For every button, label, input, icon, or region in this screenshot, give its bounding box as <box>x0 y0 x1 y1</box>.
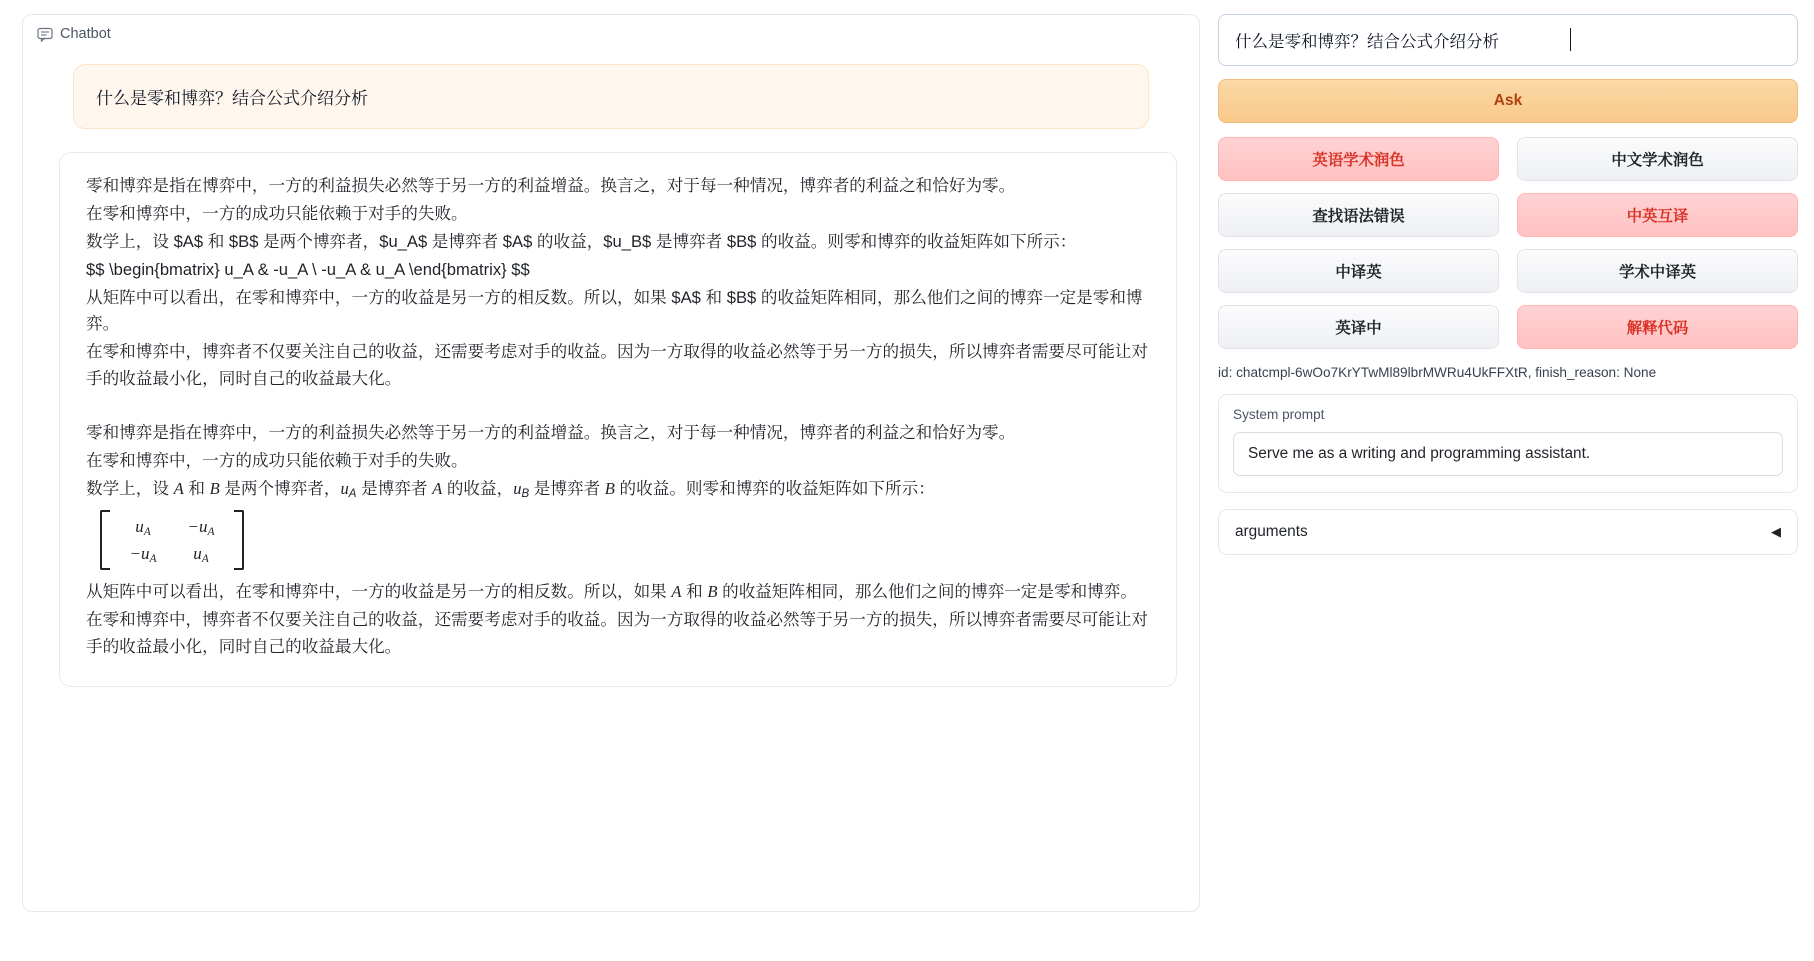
matrix-r2c1-base: −u <box>129 543 150 563</box>
bot-rendered-line-2: 在零和博弈中，一方的成功只能依赖于对手的失败。 <box>86 450 468 470</box>
matrix-cell-r2c2 <box>193 540 209 569</box>
text-caret <box>1570 28 1571 51</box>
matrix-right-bracket <box>234 510 244 570</box>
payoff-matrix <box>100 510 244 570</box>
function-button-cn-en-translate[interactable]: 中英互译 <box>1517 193 1798 237</box>
line5-mid: 和 <box>681 582 708 602</box>
function-button-grammar-check[interactable]: 查找语法错误 <box>1218 193 1499 237</box>
line5-pre: 从矩阵中可以看出，在零和博弈中，一方的收益是另一方的相反数。所以，如果 <box>86 582 672 602</box>
line3-mid1: 和 <box>183 478 210 498</box>
chat-icon <box>37 26 53 42</box>
var-b2: B <box>604 478 615 498</box>
bot-rendered-line-1: 零和博弈是指在博弈中，一方的利益损失必然等于另一方的利益增益。换言之，对于每一种情况，博弈者的利益之和恰好为零。 <box>86 423 1016 442</box>
matrix-r1c2-sub: A <box>207 525 215 538</box>
message-spacer <box>86 394 1150 420</box>
matrix-r1c2-base: −u <box>187 516 208 536</box>
function-button-grid <box>1218 137 1798 349</box>
var-b: B <box>209 478 220 498</box>
chat-message-area <box>23 48 1199 911</box>
prompt-input-wrap <box>1218 14 1798 66</box>
matrix-cell-r1c1 <box>135 513 151 542</box>
var-a: A <box>173 478 184 498</box>
matrix-cell-r2c1 <box>129 540 156 569</box>
function-button-chinese-polish[interactable]: 中文学术润色 <box>1517 137 1798 181</box>
user-message-bubble <box>73 64 1149 129</box>
bot-rendered-line-6: 在零和博弈中，博弈者不仅要关注自己的收益，还需要考虑对手的收益。因为一方取得的收益必然等于另一方的损失，所以博弈者需要尽可能让对手的收益最小化，同时自己的收益最大化。 <box>86 610 1148 656</box>
bot-raw-line-5: 从矩阵中可以看出，在零和博弈中，一方的收益是另一方的相反数。所以，如果 $A$ 和 $B$ 的收益矩阵相同，那么他们之间的博弈一定是零和博弈。 <box>86 287 1143 334</box>
function-button-english-polish[interactable]: 英语学术润色 <box>1218 137 1499 181</box>
bot-raw-line-3: 数学上，设 $A$ 和 $B$ 是两个博弈者，$u_A$ 是博弈者 $A$ 的收益，$u_B$ 是博弈者 $B$ 的收益。则零和博弈的收益矩阵如下所示： <box>86 231 1077 251</box>
var-a2: A <box>432 478 443 498</box>
bot-raw-line-4: $$ \begin{bmatrix} u_A & -u_A \ -u_A & u_A \end{bmatrix} $$ <box>86 259 530 279</box>
matrix-r2c2-base: u <box>193 543 202 563</box>
function-button-academic-cn-to-en[interactable]: 学术中译英 <box>1517 249 1798 293</box>
line3-mid2: 是两个博弈者， <box>219 478 341 498</box>
function-button-cn-to-en[interactable]: 中译英 <box>1218 249 1499 293</box>
chat-column <box>22 14 1200 961</box>
matrix-r1c1-sub: A <box>143 525 151 538</box>
bot-raw-line-6: 在零和博弈中，博弈者不仅要关注自己的收益，还需要考虑对手的收益。因为一方取得的收益必然等于另一方的损失，所以博弈者需要尽可能让对手的收益最小化，同时自己的收益最大化。 <box>86 342 1148 389</box>
var-ua-sub: A <box>348 487 357 500</box>
matrix-cells <box>110 510 234 570</box>
line3-mid3: 是博弈者 <box>356 478 433 498</box>
ask-button[interactable]: Ask <box>1218 79 1798 123</box>
var-ub-sub: B <box>521 487 530 500</box>
line5-var-b: B <box>707 582 718 602</box>
bot-message-bubble <box>59 152 1177 687</box>
bot-raw-line-1: 零和博弈是指在博弈中，一方的利益损失必然等于另一方的利益增益。换言之，对于每一种情况，博弈者的利益之和恰好为零。 <box>86 176 1016 195</box>
chatbot-label-text: Chatbot <box>60 26 111 42</box>
line3-mid5: 是博弈者 <box>529 478 605 498</box>
line3-end: 的收益。则零和博弈的收益矩阵如下所示： <box>614 478 935 498</box>
sidebar-column <box>1218 14 1798 961</box>
chatbot-panel <box>22 14 1200 912</box>
chatbot-header <box>23 15 1199 48</box>
line5-var-a: A <box>671 582 682 602</box>
line3-pre: 数学上，设 <box>86 478 174 498</box>
bot-raw-line-2: 在零和博弈中，一方的成功只能依赖于对手的失败。 <box>86 203 468 223</box>
function-button-en-to-cn[interactable]: 英译中 <box>1218 305 1499 349</box>
matrix-r2c2-sub: A <box>201 552 209 565</box>
arguments-accordion[interactable] <box>1218 509 1798 555</box>
system-prompt-input[interactable]: Serve me as a writing and programming assistant. <box>1233 432 1783 476</box>
line3-mid4: 的收益， <box>442 478 514 498</box>
line5-end: 的收益矩阵相同，那么他们之间的博弈一定是零和博弈。 <box>717 582 1137 602</box>
matrix-r2c1-sub: A <box>149 552 157 565</box>
bot-rendered-line-3 <box>86 476 1150 504</box>
bot-rendered-line-5 <box>86 579 1150 606</box>
prompt-input[interactable]: 什么是零和博弈？结合公式介绍分析 <box>1218 14 1798 66</box>
arguments-accordion-label: arguments <box>1235 523 1308 540</box>
function-button-explain-code[interactable]: 解释代码 <box>1517 305 1798 349</box>
matrix-cell-r1c2 <box>187 513 214 542</box>
matrix-r1c1-base: u <box>135 516 144 536</box>
var-ua: u <box>340 478 349 498</box>
matrix-left-bracket <box>100 510 110 570</box>
response-meta: id: chatcmpl-6wOo7KrYTwMl89lbrMWRu4UkFFXtR, finish_reason: None <box>1218 365 1657 380</box>
system-prompt-label: System prompt <box>1233 407 1325 422</box>
system-prompt-panel <box>1218 394 1798 493</box>
chevron-left-icon: ◀ <box>1771 524 1781 539</box>
var-ub: u <box>513 478 522 498</box>
user-message-text: 什么是零和博弈？结合公式介绍分析 <box>96 89 368 108</box>
